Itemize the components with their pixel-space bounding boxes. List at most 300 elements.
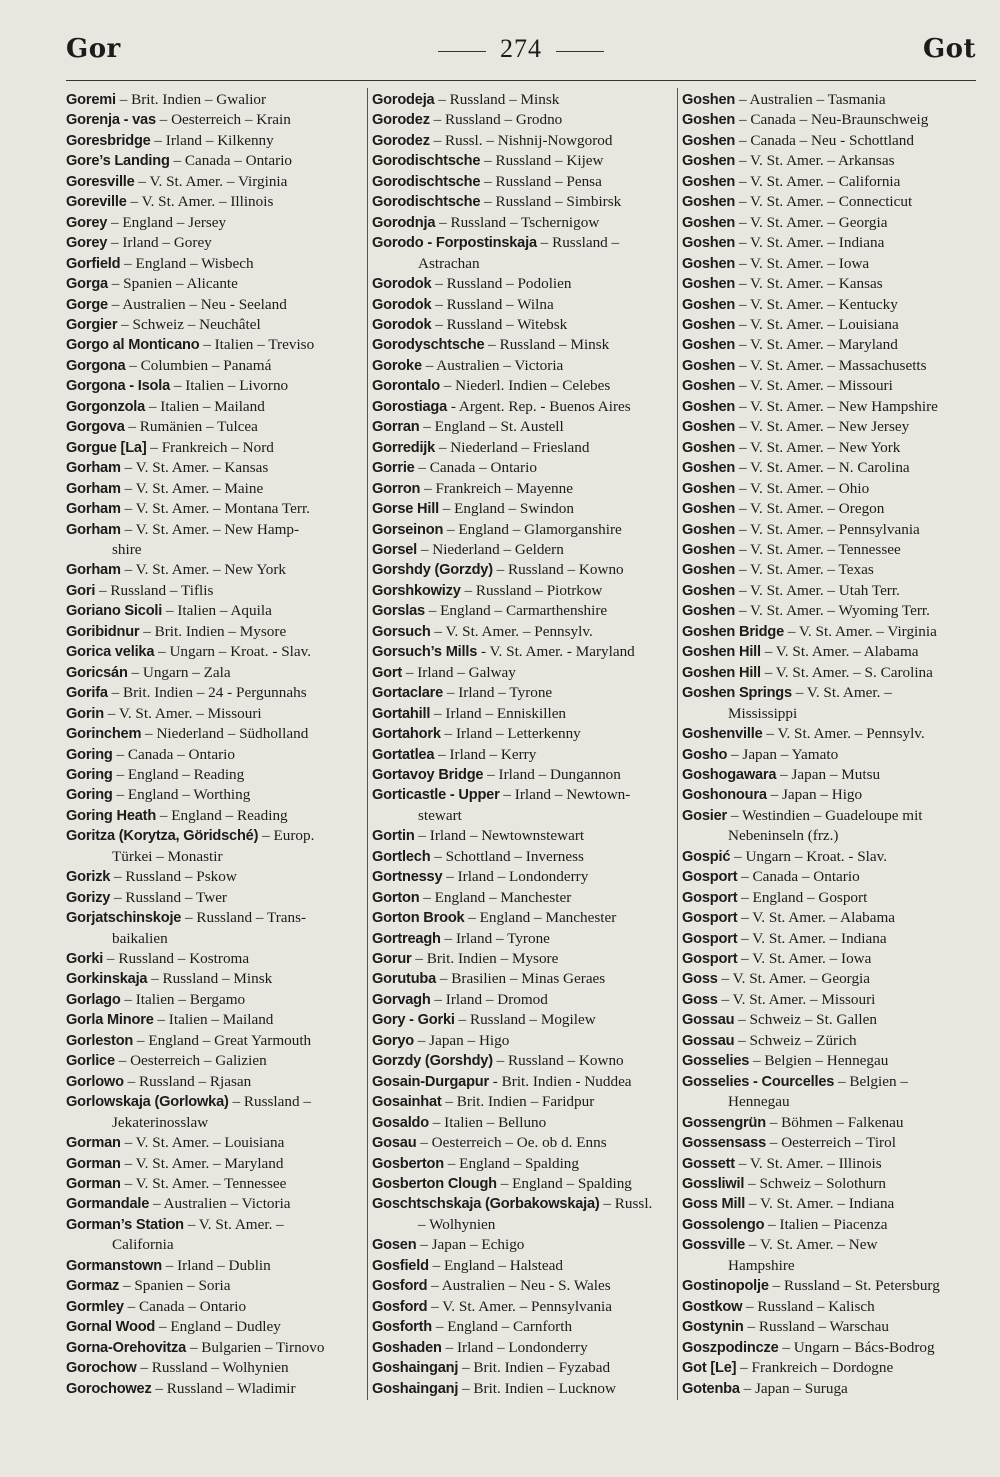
entry — [66, 1256, 366, 1276]
entry-description: – Europ. — [258, 827, 315, 845]
entry-term: Gortlech — [372, 848, 431, 865]
entry-description: – Frankreich – Mayenne — [420, 479, 573, 497]
entry — [372, 785, 676, 805]
entry-term: Gosselies - Courcelles — [682, 1073, 835, 1090]
entry — [66, 663, 366, 683]
entry — [66, 1031, 366, 1051]
entry-term: Gortnessy — [372, 869, 443, 886]
entry-description: – V. St. Amer. – Missouri — [717, 990, 876, 1008]
entry — [66, 499, 366, 519]
entry-term: Gosau — [372, 1135, 417, 1152]
entry-description: – V. St. Amer. – Pennsylvania — [427, 1297, 613, 1315]
entry-term: Gosier — [682, 807, 728, 824]
entry-description: – V. St. Amer. – Pennsylv. — [762, 725, 925, 743]
entry — [372, 192, 676, 212]
entry-description: – Irland – Dublin — [161, 1256, 271, 1274]
entry-term: Gosaldo — [372, 1114, 429, 1131]
entry-column-2 — [372, 90, 676, 1399]
entry-term: Gospić — [682, 848, 731, 865]
entry — [682, 1379, 980, 1399]
entry-description: – V. St. Amer. – Iowa — [735, 254, 870, 272]
entry-description: – Irland – Gorey — [107, 234, 212, 252]
entry-description: – Brit. Indien – Gwalior — [115, 91, 267, 108]
entry-description: – Russland – Wilna — [431, 295, 554, 313]
entry-description: – Irland – Galway — [402, 663, 516, 681]
entry — [66, 1051, 366, 1071]
entry-term: Gossett — [682, 1155, 735, 1172]
entry — [372, 397, 676, 417]
entry — [682, 1174, 980, 1194]
entry — [682, 520, 980, 540]
entry — [66, 213, 366, 233]
entry — [372, 213, 676, 233]
entry-continuation: Hampshire — [728, 1256, 795, 1274]
entry — [66, 233, 366, 253]
entry-term: Gortahork — [372, 726, 441, 743]
entry — [66, 704, 366, 724]
entry — [66, 151, 366, 171]
entry — [372, 233, 676, 253]
entry-description: – V. St. Amer. – Virginia — [784, 622, 937, 640]
entry-term: Goricsán — [66, 664, 128, 681]
entry — [682, 969, 980, 989]
entry-term: Gossliwil — [682, 1176, 745, 1193]
entry — [682, 847, 980, 867]
entry-description: – Australien – Victoria — [421, 356, 564, 374]
entry — [66, 254, 366, 274]
entry-description: – Schweiz – St. Gallen — [734, 1011, 877, 1029]
entry — [682, 1297, 980, 1317]
entry — [372, 1317, 676, 1337]
entry — [66, 479, 366, 499]
entry-description: – V. St. Amer. – Maine — [120, 479, 264, 497]
entry-term: Gort — [372, 664, 403, 681]
entry-description: – Niederland – Geldern — [417, 540, 564, 558]
entry — [66, 745, 366, 765]
entry-description: – V. St. Amer. – Indiana — [735, 234, 885, 252]
entry-description: – V. St. Amer. – Utah Terr. — [735, 581, 900, 599]
entry-description: – V. St. Amer. – Montana Terr. — [120, 500, 310, 518]
entry-description: – V. St. Amer. – — [791, 684, 892, 702]
entry-description: – Schweiz – Zürich — [734, 1031, 857, 1049]
entry — [372, 1092, 676, 1112]
entry-term: Gosport — [682, 930, 738, 947]
entry-term: Gorlowo — [66, 1073, 124, 1090]
entry-term: Gorodischtsche — [372, 194, 481, 211]
entry-term: Gortavoy Bridge — [372, 766, 484, 783]
entry-description: – Italien – Mailand — [153, 1011, 274, 1029]
entry — [682, 1338, 980, 1358]
entry — [66, 1276, 366, 1296]
entry — [682, 295, 980, 315]
entry-term: Gosport — [682, 910, 738, 927]
entry-term: Gorse Hill — [372, 501, 439, 518]
entry — [682, 1194, 980, 1214]
entry — [372, 1276, 676, 1296]
entry-term: Gorgona — [66, 357, 126, 374]
entry-description: – Irland – Dromod — [430, 990, 548, 1008]
entry-term: Gortaclare — [372, 685, 444, 702]
entry-description: – Brit. Indien – Lucknow — [458, 1379, 616, 1397]
entry — [66, 908, 366, 928]
entry-term: Gorochow — [66, 1360, 137, 1377]
entry-term: Goryo — [372, 1032, 414, 1049]
entry — [372, 990, 676, 1010]
entry-continuation: stewart — [418, 806, 462, 824]
entry-term: Gosen — [372, 1237, 417, 1254]
entry-term: Goresbridge — [66, 132, 151, 149]
entry — [682, 765, 980, 785]
entry-term: Gorodeja — [372, 92, 435, 108]
entry-description: – V. St. Amer. – New Jersey — [735, 418, 910, 436]
entry-term: Goreville — [66, 194, 127, 211]
entry — [682, 1215, 980, 1235]
entry-term: Goroke — [372, 357, 422, 374]
entry-term: Gortahill — [372, 705, 431, 722]
entry-term: Goriano Sicoli — [66, 603, 163, 620]
entry-term: Goshen — [682, 337, 736, 354]
entry-term: Gorna-Orehovitza — [66, 1339, 187, 1356]
entry-term: Goribidnur — [66, 623, 140, 640]
entry-description: – England – Carnforth — [432, 1318, 573, 1336]
entry — [66, 1010, 366, 1030]
entry-term: Goring Heath — [66, 807, 157, 824]
entry-description: – V. St. Amer. – Iowa — [737, 950, 872, 968]
entry — [66, 192, 366, 212]
entry-term: Gore’s Landing — [66, 153, 170, 170]
entry-term: Gossolengo — [682, 1216, 765, 1233]
entry-continuation: Jekaterinosslaw — [112, 1113, 209, 1131]
entry-description: – Schweiz – Neuchâtel — [117, 315, 261, 333]
entry-description: – Russland – — [536, 234, 620, 252]
entry — [682, 274, 980, 294]
entry-term: Gorgonzola — [66, 398, 146, 415]
entry-description: – Niederland – Südholland — [141, 725, 309, 743]
entry-term: Gorleston — [66, 1032, 134, 1049]
entry-term: Goshen — [682, 541, 736, 558]
entry — [66, 581, 366, 601]
entry-term: Goring — [66, 746, 113, 763]
entry — [66, 683, 366, 703]
entry — [372, 683, 676, 703]
entry-description: – Japan – Mutsu — [776, 765, 881, 783]
entry — [66, 969, 366, 989]
entry-description: – Irland – Londonderry — [442, 868, 589, 886]
entry — [372, 888, 676, 908]
column-divider-2 — [677, 88, 678, 1400]
entry — [372, 520, 676, 540]
entry-term: Gorman’s Station — [66, 1216, 184, 1233]
entry-term: Goremi — [66, 92, 116, 108]
entry-description: – England – Manchester — [464, 909, 617, 927]
entry-description: – V. St. Amer. – New York — [120, 561, 287, 579]
entry-description: – V. St. Amer. – Massachusetts — [735, 356, 927, 374]
entry-term: Goszpodincze — [682, 1339, 779, 1356]
entry-description: – Russl. — [599, 1195, 653, 1213]
entry-description: – Westindien – Guadeloupe mit — [727, 806, 923, 824]
entry — [372, 929, 676, 949]
entry-description: – Russland – Tiflis — [95, 581, 214, 599]
entry-continuation: shire — [112, 540, 142, 558]
entry-description: – V. St. Amer. – — [183, 1215, 284, 1233]
entry-description: – V. St. Amer. – Alabama — [737, 909, 895, 927]
entry-description: – V. St. Amer. – Illinois — [734, 1154, 882, 1172]
entry-description: – Canada – Ontario — [414, 459, 537, 477]
entry-term: Got [Le] — [682, 1360, 737, 1377]
entry — [372, 90, 676, 110]
entry-description: – V. St. Amer. – Kentucky — [735, 295, 898, 313]
entry — [682, 397, 980, 417]
entry-continuation: California — [112, 1236, 174, 1254]
header-last-word: Got — [922, 34, 976, 64]
entry-description: – Brit. Indien – Fyzabad — [458, 1359, 611, 1377]
entry — [372, 826, 676, 846]
entry-description: – V. St. Amer. – Louisiana — [735, 315, 899, 333]
entry-description: – England – Dudley — [155, 1318, 281, 1336]
entry — [682, 233, 980, 253]
entry-description: – Italien – Treviso — [199, 336, 315, 354]
entry-description: – England – Swindon — [438, 500, 574, 518]
entry — [682, 1276, 980, 1296]
entry-term: Goshen — [682, 296, 736, 313]
entry-term: Gorga — [66, 276, 108, 293]
entry-description: – Russland – Witebsk — [431, 315, 568, 333]
entry-description: – V. St. Amer. – Tennessee — [735, 540, 901, 558]
entry-description: – V. St. Amer. – Ohio — [735, 479, 870, 497]
entry — [682, 642, 980, 662]
entry-description: – Russland – — [228, 1093, 311, 1111]
entry-term: Goshen — [682, 255, 736, 272]
entry-description: – Schottland – Inverness — [430, 847, 584, 865]
entry — [66, 1092, 366, 1112]
entry-term: Gosport — [682, 951, 738, 968]
page-number-row — [66, 34, 976, 64]
entry — [372, 1154, 676, 1174]
entry-term: Goshen — [682, 521, 736, 538]
entry-description: – Schweiz – Solothurn — [744, 1175, 887, 1193]
entry-term: Gorutuba — [372, 971, 437, 988]
entry — [372, 1256, 676, 1276]
entry — [372, 1031, 676, 1051]
entry — [372, 356, 676, 376]
entry-continuation: Türkei – Monastir — [112, 847, 223, 865]
entry-description: – Russland – Kostroma — [103, 950, 250, 968]
entry — [66, 1133, 366, 1153]
entry-description: – England – Glamorganshire — [443, 520, 622, 538]
entry — [66, 990, 366, 1010]
entry-description: - Argent. Rep. - Buenos Aires — [447, 397, 631, 415]
entry-term: Gosho — [682, 746, 728, 763]
entry-description: – Japan – Higo — [413, 1031, 510, 1049]
entry-description: – England – Wisbech — [120, 254, 254, 272]
entry-term: Gosberton Clough — [372, 1176, 497, 1193]
entry-term: Goss — [682, 991, 718, 1008]
entry — [66, 295, 366, 315]
entry-term: Goshen — [682, 235, 736, 252]
entry-term: Goshogawara — [682, 766, 777, 783]
entry-description: – Oesterreich – Krain — [155, 111, 291, 129]
entry-description: – V. St. Amer. – Louisiana — [120, 1134, 285, 1152]
entry — [66, 90, 366, 110]
entry-description: – V. St. Amer. – Kansas — [120, 459, 269, 477]
entry-term: Gosain-Durgapur — [372, 1073, 489, 1090]
entry — [682, 213, 980, 233]
entry-description: – Japan – Echigo — [416, 1236, 525, 1254]
entry-term: Goshen — [682, 603, 736, 620]
entry — [372, 949, 676, 969]
entry — [372, 704, 676, 724]
entry-description: – Russland – Kowno — [492, 1052, 624, 1070]
entry-description: – Ungarn – Zala — [127, 663, 231, 681]
entry-term: Gorin — [66, 705, 104, 722]
entry-term: Goshen — [682, 582, 736, 599]
entry — [66, 1174, 366, 1194]
entry-description: – V. St. Amer. – California — [735, 172, 901, 190]
entry-term: Gorgue [La] — [66, 439, 147, 456]
entry — [66, 642, 366, 662]
entry-term: Goshen — [682, 92, 736, 108]
entry-description: – Oesterreich – Tirol — [766, 1134, 896, 1152]
entry — [66, 335, 366, 355]
entry-term: Gorgo al Monticano — [66, 337, 200, 354]
entry — [372, 1358, 676, 1378]
entry-term: Gorochowez — [66, 1380, 152, 1397]
entry — [682, 724, 980, 744]
entry — [372, 969, 676, 989]
entry — [66, 867, 366, 887]
entry-term: Gorman — [66, 1135, 121, 1152]
entry-term: Goshainganj — [372, 1360, 459, 1377]
entry-description: – Spanien – Soria — [119, 1277, 231, 1295]
entry-description: – England – Halstead — [428, 1256, 563, 1274]
entry-term: Gorgona - Isola — [66, 378, 171, 395]
entry-description: – England – Reading — [156, 806, 288, 824]
entry — [682, 1113, 980, 1133]
entry-description: – V. St. Amer. – Tennessee — [120, 1175, 287, 1193]
entry — [66, 417, 366, 437]
entry-description: – Brit. Indien – Mysore — [139, 622, 287, 640]
entry-description: – V. St. Amer. – S. Carolina — [760, 663, 933, 681]
entry — [372, 499, 676, 519]
entry-description: – V. St. Amer. – Connecticut — [735, 193, 913, 211]
entry-description: – Canada – Neu-Braunschweig — [735, 111, 929, 129]
entry-term: Gossensass — [682, 1135, 766, 1152]
entry — [682, 888, 980, 908]
entry — [66, 560, 366, 580]
entry-term: Goshen — [682, 439, 736, 456]
entry-term: Goshen Hill — [682, 644, 761, 661]
entry — [372, 1235, 676, 1255]
entry-term: Goring — [66, 787, 113, 804]
entry — [372, 847, 676, 867]
entry-description: – V. St. Amer. – New Hampshire — [735, 397, 938, 415]
entry-description: – Oesterreich – Galizien — [114, 1052, 267, 1070]
entry-term: Gorinchem — [66, 726, 142, 743]
entry — [682, 1358, 980, 1378]
entry-term: Gorifa — [66, 685, 108, 702]
entry-term: Gory - Gorki — [372, 1012, 455, 1029]
entry — [66, 1338, 366, 1358]
entry-description: – V. St. Amer. – Illinois — [126, 193, 274, 211]
entry-term: Gortin — [372, 828, 415, 845]
entry — [372, 560, 676, 580]
entry-description: – Italien – Aquila — [162, 602, 272, 620]
entry — [682, 929, 980, 949]
entry-term: Gorur — [372, 951, 412, 968]
entry-term: Goshen — [682, 132, 736, 149]
entry-term: Gorsuch — [372, 623, 431, 640]
entry-description: – Russland – Tschernigow — [435, 213, 600, 231]
entry — [682, 499, 980, 519]
entry — [372, 1338, 676, 1358]
entry-description: – V. St. Amer. – Missouri — [735, 377, 893, 395]
entry-description: – Russland – Kalisch — [742, 1297, 875, 1315]
entry — [682, 560, 980, 580]
entry-term: Goshen — [682, 112, 736, 129]
entry-description: – Irland – Tyrone — [443, 684, 553, 702]
entry-term: Gorizk — [66, 869, 111, 886]
entry-description: – Belgien – Hennegau — [749, 1052, 889, 1070]
entry — [682, 356, 980, 376]
entry — [372, 540, 676, 560]
entry-description: – V. St. Amer. – Missouri — [103, 704, 262, 722]
entry-description: – Russland – Podolien — [431, 275, 572, 293]
entry-term: Gorham — [66, 562, 121, 579]
entry — [372, 1113, 676, 1133]
entry-description: – Australien – Tasmania — [735, 91, 886, 108]
entry — [682, 172, 980, 192]
entry — [372, 1051, 676, 1071]
entry-description: – Japan – Yamato — [727, 745, 839, 763]
entry-description: – Canada – Ontario — [737, 868, 860, 886]
entry-description: – Russland – Warschau — [743, 1318, 889, 1336]
entry-description: – Canada – Ontario — [169, 152, 293, 170]
entry-description: – V. St. Amer. – Virginia — [134, 172, 288, 190]
entry — [372, 867, 676, 887]
entry — [66, 315, 366, 335]
entry — [66, 724, 366, 744]
entry — [682, 1010, 980, 1030]
entry-description: – England – Manchester — [419, 888, 572, 906]
entry — [372, 479, 676, 499]
entry-continuation: – Wolhynien — [418, 1215, 496, 1233]
entry — [66, 438, 366, 458]
entry-term: Gorvagh — [372, 991, 431, 1008]
entry — [66, 110, 366, 130]
entry-description: – Irland – Letterkenny — [440, 725, 581, 743]
entry — [682, 622, 980, 642]
entry — [372, 110, 676, 130]
entry — [682, 417, 980, 437]
entry — [66, 1317, 366, 1337]
entry-description: – Frankreich – Dordogne — [736, 1359, 894, 1377]
entry-description: – Belgien – — [834, 1072, 908, 1090]
entry-description: – England – Great Yarmouth — [133, 1031, 312, 1049]
entry-term: Gorslas — [372, 603, 425, 620]
entry-description: – Russland – Rjasan — [123, 1072, 252, 1090]
entry — [372, 458, 676, 478]
page-header — [66, 34, 976, 70]
entry-description: – V. St. Amer. – Kansas — [735, 275, 883, 293]
entry — [66, 1297, 366, 1317]
entry — [66, 601, 366, 621]
entry — [66, 397, 366, 417]
entry — [66, 949, 366, 969]
entry — [66, 765, 366, 785]
entry — [66, 826, 366, 846]
entry-term: Gorman — [66, 1155, 121, 1172]
entry — [682, 192, 980, 212]
